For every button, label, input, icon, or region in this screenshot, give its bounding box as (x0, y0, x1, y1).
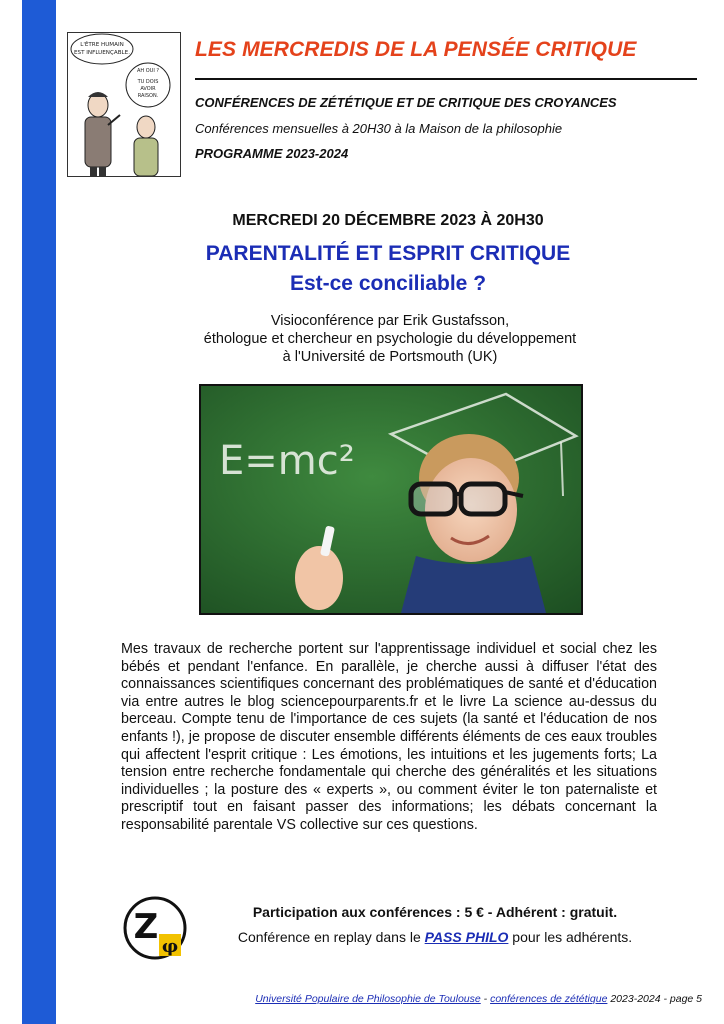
description-paragraph: Mes travaux de recherche portent sur l'apprentissage individuel et social chez les bébés et pendant l'enfance. En parallèle, je cherche aussi à diffuser l'état des connaissances scientifiques concernant des problématiques de santé et d'éducation via entre autres le blog sciencepourparents.fr et le livre La science au-dessus du berceau. Compte tenu de l'importance de ces sujets (la santé et l'éducation de nos enfants !), je propose de discuter ensemble différents éléments de ces eaux troubles qui affectent l'esprit critique : Les émotions, les intuitions et les jugements forts; La tension entre recherche fondamentale qui cherche des généralités et les situations individuelles ; la posture des « experts », ou comment éviter le ton paternaliste et prescriptif tout en faisant passer des informations; les débats concernant la responsabilité parentale VS collective sur ces questions. (121, 641, 657, 833)
comic-illustration (67, 32, 181, 177)
speaker-line-2: éthologue et chercheur en psychologie du développement (203, 331, 577, 347)
footer-page-number: 2023-2024 - page 5 (607, 993, 702, 1005)
header-title: LES MERCREDIS DE LA PENSÉE CRITIQUE (195, 38, 637, 61)
participation-fee: Participation aux conférences : 5 € - Adhérent : gratuit. (252, 904, 618, 920)
pass-philo-link[interactable]: PASS PHILO (424, 929, 509, 945)
page-footer (255, 993, 702, 1005)
header-schedule: Conférences mensuelles à 20H30 à la Maison de la philosophie (195, 121, 563, 136)
header-programme: PROGRAMME 2023-2024 (195, 146, 349, 161)
svg-text:AVOIR: AVOIR (140, 86, 156, 92)
speaker-line-3: à l'Université de Portsmouth (UK) (282, 349, 498, 365)
svg-text:φ: φ (161, 936, 179, 957)
event-photo (199, 384, 583, 615)
replay-text-before: Conférence en replay dans le (237, 929, 425, 945)
side-accent-bar (22, 0, 56, 1024)
speaker-info (0, 312, 724, 366)
chalk-formula: E=mc² (219, 438, 355, 484)
replay-text-after: pour les adhérents. (508, 929, 633, 945)
svg-text:Z: Z (133, 907, 159, 947)
svg-text:TU DOIS: TU DOIS (137, 79, 159, 85)
footer-link-zetetique[interactable]: conférences de zététique (490, 993, 608, 1005)
replay-info (200, 929, 670, 945)
event-title: PARENTALITÉ ET ESPRIT CRITIQUE (205, 242, 571, 265)
svg-text:RAISON.: RAISON. (137, 93, 159, 99)
header-divider (195, 78, 697, 80)
svg-text:EST INFLUENÇABLE.: EST INFLUENÇABLE. (74, 50, 130, 56)
header-subtitle: CONFÉRENCES DE ZÉTÉTIQUE ET DE CRITIQUE DES CROYANCES (195, 95, 617, 110)
event-date: MERCREDI 20 DÉCEMBRE 2023 À 20H30 (232, 212, 544, 229)
speaker-line-1: Visioconférence par Erik Gustafsson, (270, 313, 510, 329)
footer-link-university[interactable]: Université Populaire de Philosophie de Toulouse (255, 993, 481, 1005)
zetetique-logo (123, 896, 187, 960)
comic-speech-left: L'ÊTRE HUMAIN (80, 42, 124, 48)
comic-speech-right-1: AH OUI ? (136, 68, 160, 74)
footer-separator: - (480, 993, 491, 1005)
event-subtitle: Est-ce conciliable ? (289, 272, 487, 295)
